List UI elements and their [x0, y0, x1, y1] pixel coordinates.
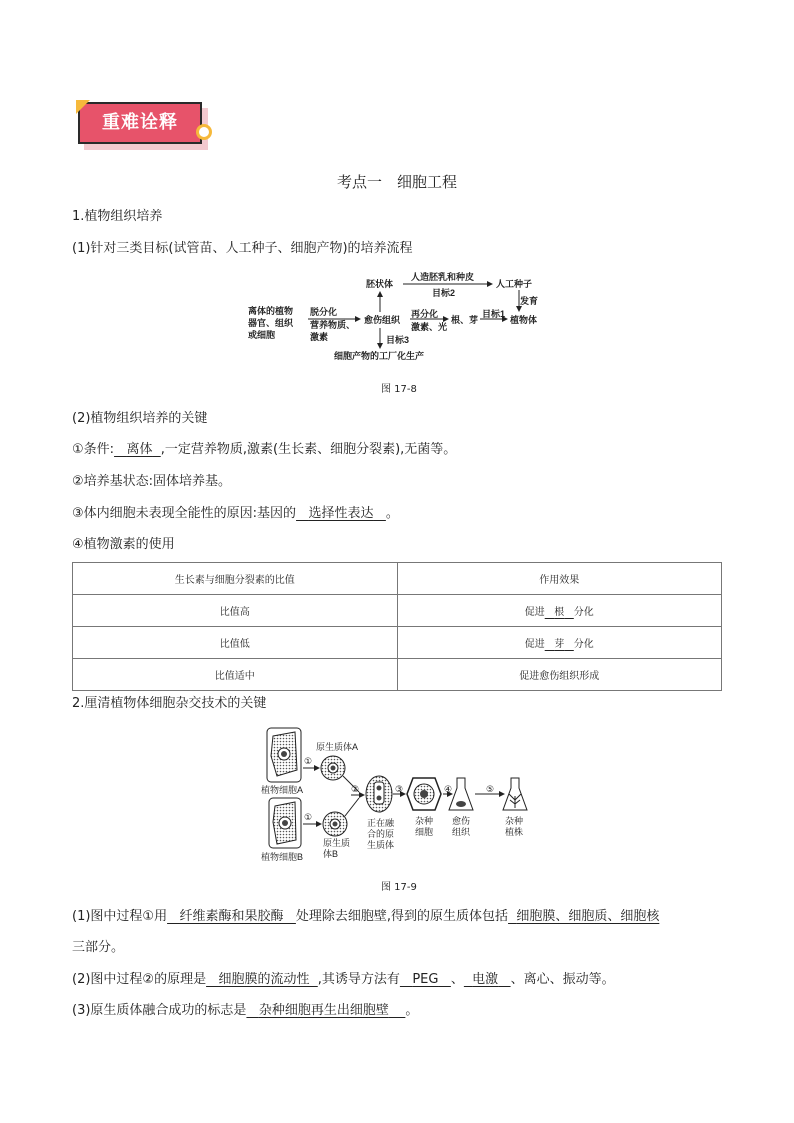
reason-line	[72, 504, 399, 524]
fusing-protoplast-icon	[366, 776, 392, 812]
fig1-dediff: 脱分化	[310, 307, 338, 317]
table-row	[73, 659, 722, 691]
fig2-fusing-line2: 合的原	[367, 829, 395, 839]
fig1-nutrients-line2: 激素	[310, 332, 329, 342]
fig2-plant-line2: 植株	[505, 827, 524, 837]
fig2-fusing-line3: 生质体	[367, 840, 395, 850]
fig1-target3: 目标3	[386, 335, 410, 345]
table-cell-ratio: 比值高	[73, 595, 398, 627]
fig2-cell-b: 植物细胞B	[261, 852, 304, 862]
figure-caption-17-8: 图 17-8	[381, 384, 417, 395]
hormone-ratio-table	[72, 562, 722, 691]
fig2-protoplast-b-line1: 原生质	[323, 838, 351, 848]
fig2-step-2: ②	[351, 784, 360, 794]
badge-label: 重难诠释	[102, 112, 178, 133]
fig2-hybrid-line2: 细胞	[415, 827, 434, 837]
reason-suffix: 。	[385, 506, 399, 521]
question-1: (1)图中过程①用 纤维素酶和果胶酶 处理除去细胞壁,得到的原生质体包括 细胞膜、细胞质、细胞核	[72, 909, 660, 924]
fig2-step-5: ⑤	[486, 784, 495, 794]
fig2-fusing-line1: 正在融	[367, 818, 395, 828]
fig2-protoplast-b-line2: 体B	[323, 849, 339, 859]
fig2-protoplast-a: 原生质体A	[316, 742, 359, 752]
reason-answer: 选择性表达	[308, 506, 374, 521]
fig1-callus: 愈伤组织	[364, 315, 401, 325]
fig2-step-1a: ①	[304, 756, 313, 766]
question-1-continued: 三部分。	[72, 940, 125, 955]
hybrid-cell-icon	[407, 778, 441, 810]
plant-cell-a-icon	[267, 728, 301, 782]
tissue-culture-flow-diagram	[240, 266, 560, 366]
condition-line	[72, 440, 456, 460]
table-cell-effect: 促进 根 分化	[397, 595, 722, 627]
fig2-step-1b: ①	[304, 812, 313, 822]
condition-suffix: ,一定营养物质,激素(生长素、细胞分裂素),无菌等。	[160, 442, 457, 457]
figure-caption-17-9: 图 17-9	[381, 882, 417, 893]
table-cell-effect: 促进 芽 分化	[397, 627, 722, 659]
heading-somatic-hybridization: 2.厘清植物体细胞杂交技术的关键	[72, 696, 267, 711]
fig2-callus-line2: 组织	[452, 827, 471, 837]
subheading-culture-key: (2)植物组织培养的关键	[72, 411, 208, 426]
fig1-develop: 发育	[520, 296, 539, 306]
table-cell-ratio: 比值适中	[73, 659, 398, 691]
badge-corner-decoration	[76, 100, 90, 114]
section-title: 考点一 细胞工程	[336, 173, 457, 191]
table-header-row	[73, 563, 722, 595]
fig2-step-4: ④	[444, 784, 453, 794]
fig1-plant: 植物体	[510, 315, 538, 325]
subheading-culture-flow: (1)针对三类目标(试管苗、人工种子、细胞产物)的培养流程	[72, 241, 413, 256]
table-row	[73, 627, 722, 659]
reason-prefix: ③体内细胞未表现全能性的原因:基因的	[72, 506, 297, 521]
hormone-heading: ④植物激素的使用	[72, 537, 175, 552]
protoplast-a-icon	[321, 756, 345, 780]
table-header-effect: 作用效果	[397, 563, 722, 595]
heading-tissue-culture: 1.植物组织培养	[72, 209, 163, 224]
protoplast-b-icon	[323, 812, 347, 836]
table-row	[73, 595, 722, 627]
condition-answer: 离体	[126, 442, 153, 457]
table-cell-ratio: 比值低	[73, 627, 398, 659]
fig1-root-bud: 根、芽	[451, 315, 479, 325]
table-cell-effect: 促进愈伤组织形成	[397, 659, 722, 691]
fig1-source-line3: 或细胞	[248, 330, 276, 340]
badge-ring-icon	[196, 124, 212, 140]
fig2-plant-line1: 杂种	[505, 816, 524, 826]
fig1-redediff-cond: 激素、光	[411, 322, 448, 332]
fig1-source-line1: 离体的植物	[248, 306, 294, 316]
fig1-target2: 目标2	[432, 288, 456, 298]
plant-cell-b-icon	[269, 798, 301, 848]
hybrid-plant-flask-icon	[503, 778, 527, 810]
fig2-hybrid-line1: 杂种	[415, 816, 434, 826]
fig2-step-3: ③	[395, 784, 404, 794]
table-header-ratio: 生长素与细胞分裂素的比值	[73, 563, 398, 595]
section-badge	[78, 102, 202, 144]
fig1-embryoid: 胚状体	[366, 279, 394, 289]
fig1-redediff: 再分化	[411, 309, 439, 319]
question-2: (2)图中过程②的原理是 细胞膜的流动性 ,其诱导方法有 PEG 、 电激 、离心、振动等。	[72, 972, 615, 987]
question-3: (3)原生质体融合成功的标志是 杂种细胞再生出细胞壁 。	[72, 1003, 419, 1018]
callus-flask-icon	[449, 778, 473, 810]
medium-line: ②培养基状态:固体培养基。	[72, 474, 232, 489]
fig1-coat: 人造胚乳和种皮	[411, 272, 475, 282]
fig1-product: 细胞产物的工厂化生产	[334, 351, 425, 361]
fig1-artificial-seed: 人工种子	[496, 279, 533, 289]
somatic-hybridization-diagram	[255, 722, 545, 867]
condition-prefix: ①条件:	[72, 442, 115, 457]
fig2-cell-a: 植物细胞A	[261, 785, 304, 795]
fig1-nutrients-line1: 营养物质、	[310, 320, 356, 330]
fig1-source-line2: 器官、组织	[248, 318, 294, 328]
fig1-target1: 目标1	[482, 309, 506, 319]
fig2-callus-line1: 愈伤	[452, 816, 471, 826]
fig2-line-b	[345, 798, 359, 816]
